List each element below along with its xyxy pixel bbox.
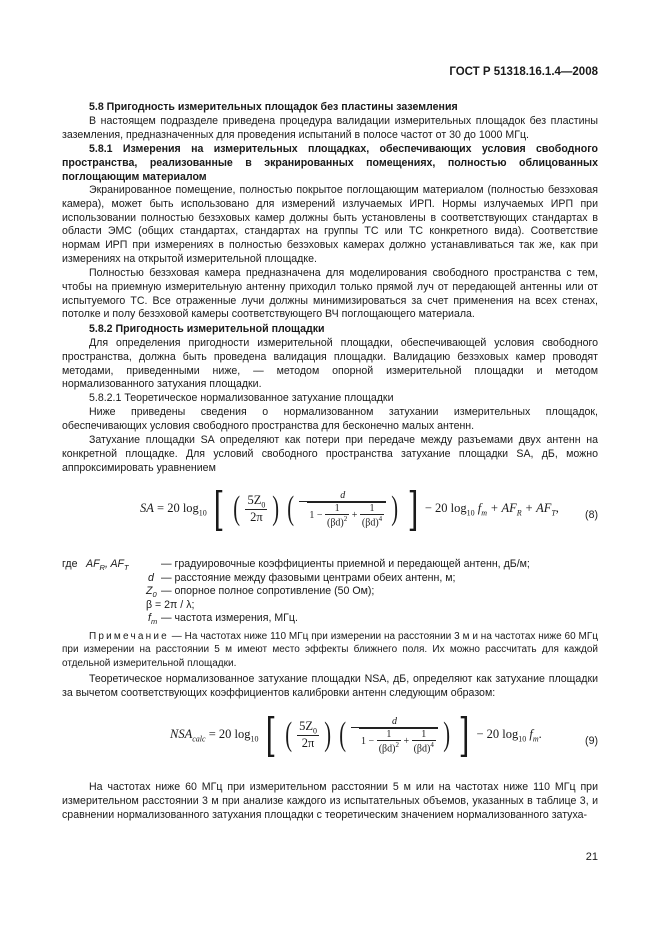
symbol-row: $Z_0$ — опорное полное сопротивление (50 Ом); [146,585,375,600]
eq9-number: (9) [585,735,598,747]
section-5-8-2-1-title: 5.8.2.1 Теоретическое нормализованное затухание площадки [89,392,394,404]
nsa-intro: Теоретическое нормализованное затухание площадки NSA, дБ, определяют как затухание площадки за вычетом соответствующих коэффициентов калибровки антенн следующим образом: [62,673,598,699]
equation-8: SA = 20 $\log_{10}$ [ ( $\frac{5Z_0}{2\pi}$ ) ( d 1 − $\frac{1}{(\beta d)^2}$ + $\frac{1}{(\beta d)^4}$ ) ] − 20 $\log_{10} f_m + AF_R + AF_T$, (8) [140,482,598,536]
section-5-8-2-para1: Для определения пригодности измерительной площадки, обеспечивающей условия свободного пространства, должна быть проведена валидация площадки. Валидацию безэховых камер проводят методами, приведенными ниже, — методом опорной измерительной площадки и методом нормализованного затухания площадки. [62,337,598,391]
eq8-paren-close: ) [272,490,280,527]
eq8-paren-open: ( [233,490,241,527]
section-5-8-1-para1: Экранированное помещение, полностью покрытое поглощающим материалом (полностью безэховая камера), может быть использовано для измерений излучаемых ИРП. Нормы излучаемых ИРП при использовании полностью безэховых камер должны быть установлены в соответствующих стандартах в области ЭМС (общих стандартах, стандартах на группы ТС или ТС конкретного вида). Соответствие нормам ИРП при измерениях в полностью безэховых камерах должно устанавливаться так же, как при измерениях на открытой измерительной площадке. [62,184,598,265]
equation-9: $NSA_{calc} = 20$ $\log_{10}$ [ ( $\frac{5Z_0}{2\pi}$ ) ( d 1 − $\frac{1}{(\beta d)^2}$ + $\frac{1}{(\beta d)^4}$ ) ] − 20 $\log_{10} f_m$. (9) [170,708,598,762]
eq8-paren2-open: ( [287,490,294,527]
eq8-lhs: SA [140,500,154,515]
section-5-8-2-1-para1: Ниже приведены сведения о нормализованном затухании измерительных площадок, обеспечивающих условия свободного пространства для бесконечно малых антенн. [62,406,598,432]
section-5-8-1-title: 5.8.1 Измерения на измерительных площадках, обеспечивающих условия свободного пространства, реализованные в экранированных помещениях, полностью облицованных поглощающим материалом [62,143,598,183]
eq8-paren2-close: ) [391,490,399,527]
eq8-log-base: 10 [198,508,207,518]
section-5-8-2-title: 5.8.2 Пригодность измерительной площадки [89,323,325,335]
note [62,630,598,670]
note-text: — На частотах ниже 110 МГц при измерении на расстоянии 3 м и на частотах ниже 60 МГц при измерении на расстоянии 5 м имеют место эффекты ближнего поля. Их можно рассчитать для каждой отдельной измерительной площадки. [62,631,599,669]
eq8-right-bracket: ] [407,482,419,536]
eq8-number: (8) [585,509,598,521]
eq8-left-bracket: [ [213,482,225,536]
section-5-8-2-1-para2: Затухание площадки SA определяют как потери при передаче между разъемами двух антенн на конкретной площадке. Для условий свободного пространства затухание площадки SA, дБ, можно аппроксимировать уравнением [62,434,598,474]
page-number: 21 [585,851,598,863]
section-5-8-intro: В настоящем подразделе приведена процедура валидации измерительных площадок без пластины заземления, предназначенных для проведения испытаний в полосе частот от 30 до 1000 МГц. [62,115,598,141]
eq8-fraction-z0: $\frac{5Z_0}{2\pi}$ [247,492,266,525]
symbol-row: β = 2π / λ; [146,598,195,611]
note-label: Примечание [89,631,169,642]
symbol-definitions [62,558,602,626]
symbol-row: $f_m$ — частота измерения, МГц. [148,612,298,627]
eq8-const: = 20 log [157,500,199,515]
section-5-8-title: 5.8 Пригодность измерительных площадок без пластины заземления [89,101,458,113]
standard-header: ГОСТ Р 51318.16.1.4—2008 [449,66,598,78]
eq8-fraction-d: d 1 − $\frac{1}{(\beta d)^2}$ + $\frac{1}{(\beta d)^4}$ [299,490,386,528]
final-paragraph: На частотах ниже 60 МГц при измерительном расстоянии 5 м или на частотах ниже 110 МГц при измерительном расстоянии 3 м при анализе каждого из испытательных объемов, указанных в таблице 3, и сравнении нормализованного затухания площадки с теоретическим значением нормализованного затуха- [62,781,598,821]
symbol-row: где $AF_R$, $AF_T$ — градуировочные коэффициенты приемной и передающей антенн, дБ/м; [62,558,530,573]
symbol-row: d — расстояние между фазовыми центрами обеих антенн, м; [148,571,456,584]
section-5-8-1-para2: Полностью безэховая камера предназначена для моделирования свободного пространства с тем, чтобы на приемную измерительную антенну приходил только прямой луч от передающей антенны или от испытуемого ТС. Все отраженные лучи должны минимизироваться за счет применения на всех стенах, потолке и полу безэховой камеры соответствующего ВЧ поглощающего материала. [62,267,598,321]
